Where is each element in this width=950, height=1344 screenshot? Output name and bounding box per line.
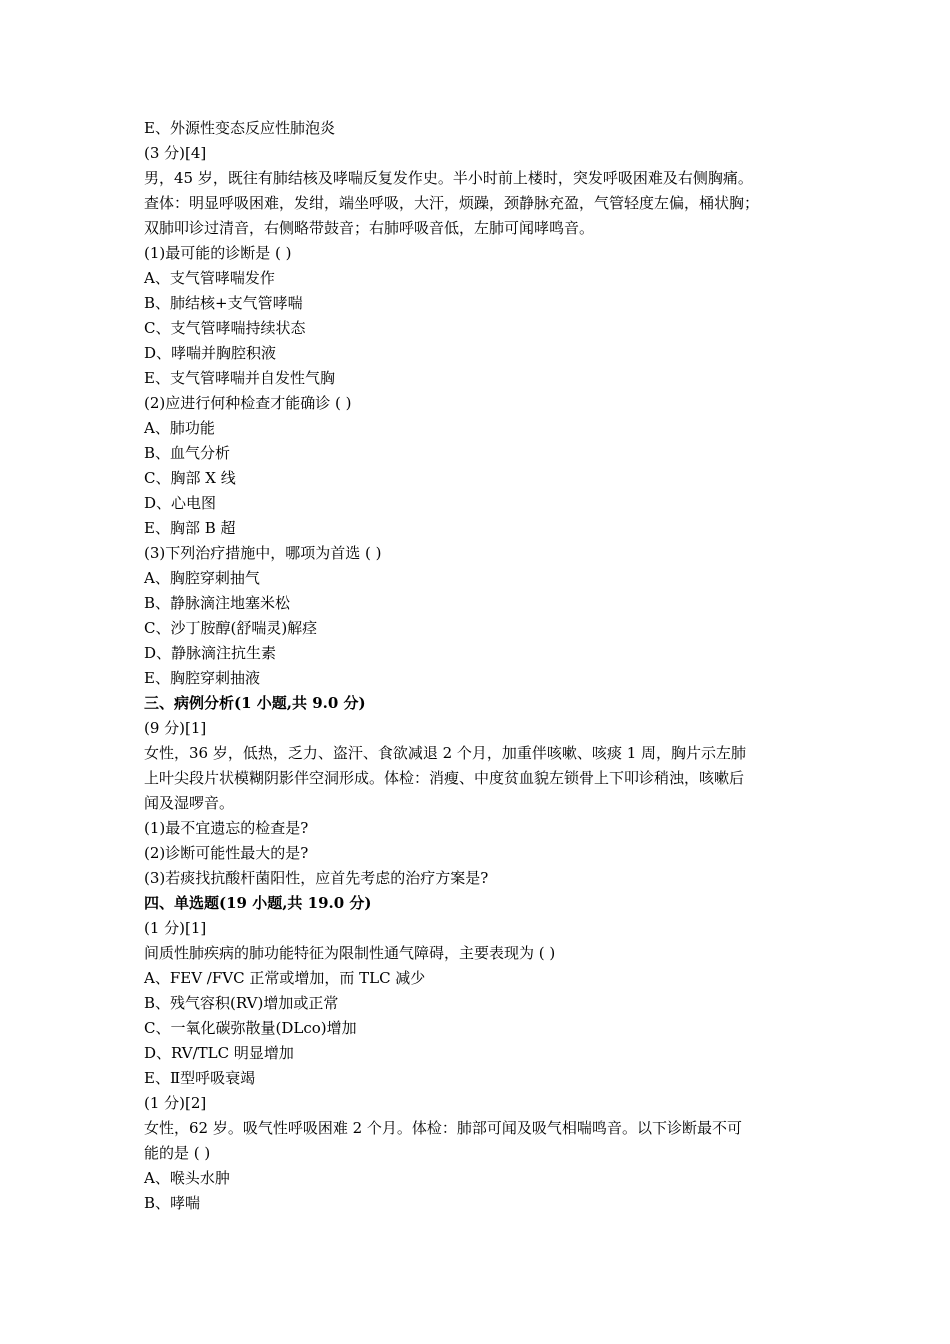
text-line: E、支气管哮喘并自发性气胸 (144, 369, 335, 387)
text-line: B、血气分析 (144, 444, 231, 462)
text-line: (3)下列治疗措施中，哪项为首选 ( ) (144, 544, 382, 562)
paragraph-line: 双肺叩诊过清音，右侧略带鼓音；右肺呼吸音低，左肺可闻哮鸣音。 (144, 219, 595, 237)
text-line: A、胸腔穿刺抽气 (144, 569, 260, 587)
document-body (144, 116, 808, 1216)
paragraph-line: 能的是 ( ) (144, 1144, 211, 1162)
text-line: C、胸部 X 线 (144, 469, 236, 487)
text-line: (1)最不宜遗忘的检查是? (144, 819, 309, 837)
text-line: B、静脉滴注地塞米松 (144, 594, 291, 612)
text-line: D、静脉滴注抗生素 (144, 644, 277, 662)
paragraph-line: 女性，36 岁，低热，乏力、盗汗、食欲减退 2 个月，加重伴咳嗽、咳痰 1 周，胸片示左肺 (144, 744, 747, 762)
text-line: (1 分)[2] (144, 1094, 207, 1112)
text-line: B、肺结核+支气管哮喘 (144, 294, 303, 312)
text-line: C、支气管哮喘持续状态 (144, 319, 306, 337)
text-line: (1)最可能的诊断是 ( ) (144, 244, 292, 262)
text-line: B、残气容积(RV)增加或正常 (144, 994, 339, 1012)
text-line: D、心电图 (144, 494, 217, 512)
text-line: (2)应进行何种检查才能确诊 ( ) (144, 394, 352, 412)
text-line: E、外源性变态反应性肺泡炎 (144, 119, 335, 137)
text-line: A、喉头水肿 (144, 1169, 230, 1187)
paragraph (144, 1116, 808, 1166)
text-line: C、沙丁胺醇(舒喘灵)解痉 (144, 619, 318, 637)
text-line: A、FEV /FVC 正常或增加，而 TLC 减少 (144, 969, 426, 987)
text-line: (2)诊断可能性最大的是? (144, 844, 309, 862)
text-line: E、胸腔穿刺抽液 (144, 669, 260, 687)
paragraph-line: 闻及湿啰音。 (144, 794, 235, 812)
text-line: (3)若痰找抗酸杆菌阳性，应首先考虑的治疗方案是? (144, 869, 489, 887)
text-line: B、哮喘 (144, 1194, 201, 1212)
text-line: A、支气管哮喘发作 (144, 269, 275, 287)
section-heading: 四、单选题(19 小题,共 19.0 分) (144, 894, 372, 912)
section-heading: 三、病例分析(1 小题,共 9.0 分) (144, 694, 366, 712)
paragraph-line: 女性，62 岁。吸气性呼吸困难 2 个月。体检：肺部可闻及吸气相喘鸣音。以下诊断最不可 (144, 1119, 742, 1137)
paragraph-line: 男，45 岁，既往有肺结核及哮喘反复发作史。半小时前上楼时，突发呼吸困难及右侧胸痛。 (144, 169, 753, 187)
text-line: (1 分)[1] (144, 919, 207, 937)
text-line: E、胸部 B 超 (144, 519, 236, 537)
text-line: 间质性肺疾病的肺功能特征为限制性通气障碍，主要表现为 ( ) (144, 944, 556, 962)
paragraph-line: 上叶尖段片状模糊阴影伴空洞形成。体检：消瘦、中度贫血貌左锁骨上下叩诊稍浊，咳嗽后 (144, 769, 745, 787)
text-line: E、Ⅱ型呼吸衰竭 (144, 1069, 256, 1087)
paragraph-line: 查体：明显呼吸困难，发绀，端坐呼吸，大汗，烦躁，颈静脉充盈，气管轻度左偏，桶状胸； (144, 194, 760, 212)
text-line: A、肺功能 (144, 419, 215, 437)
text-line: D、哮喘并胸腔积液 (144, 344, 277, 362)
paragraph (144, 741, 808, 816)
text-line: D、RV/TLC 明显增加 (144, 1044, 294, 1062)
paragraph (144, 166, 808, 241)
text-line: (3 分)[4] (144, 144, 207, 162)
text-line: (9 分)[1] (144, 719, 207, 737)
text-line: C、一氧化碳弥散量(DLco)增加 (144, 1019, 357, 1037)
